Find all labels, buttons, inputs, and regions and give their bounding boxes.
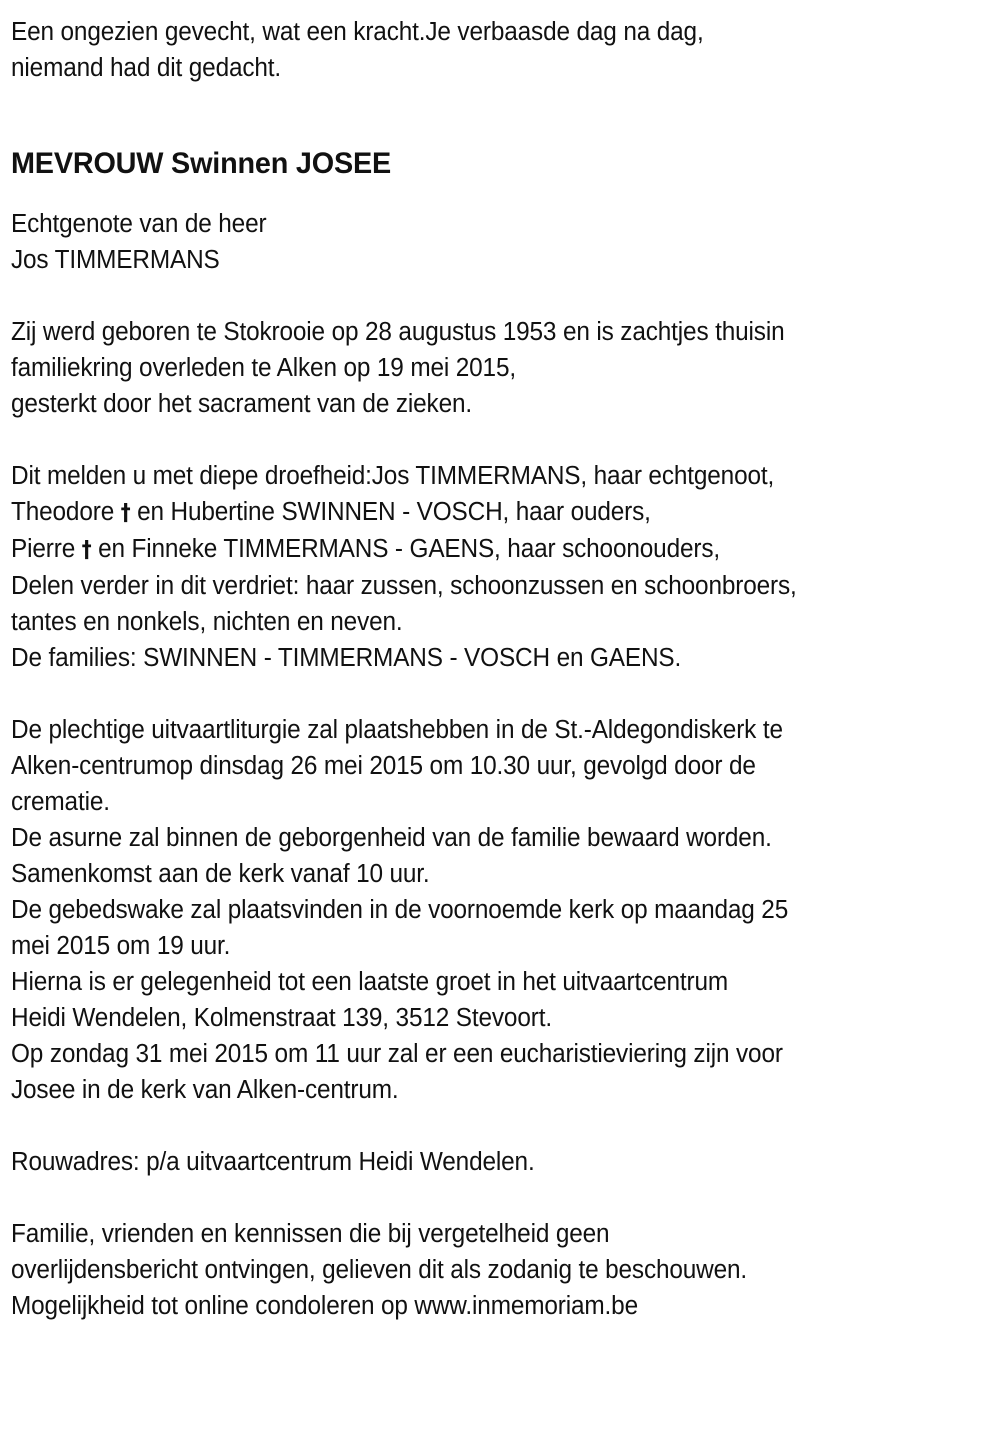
spacer (11, 86, 950, 122)
ceremony-line: Josee in de kerk van Alken-centrum. (11, 1076, 399, 1105)
spacer (11, 676, 950, 712)
poem-block (11, 14, 994, 86)
spacer (11, 278, 950, 314)
mourning-address-line: Rouwadres: p/a uitvaartcentrum Heidi Wendelen. (11, 1148, 535, 1177)
survivors-parents-line (11, 494, 950, 531)
ceremony-block (11, 712, 994, 1108)
spouse-block (11, 206, 994, 278)
birth-death-line: gesterkt door het sacrament van de zieken. (11, 390, 473, 419)
survivors-families-line: De families: SWINNEN - TIMMERMANS - VOSCH en GAENS. (11, 644, 682, 673)
survivors-extended-line: Delen verder in dit verdriet: haar zussen, schoonzussen en schoonbroers, (11, 572, 797, 601)
survivors-spouse-line: Dit melden u met diepe droefheid:Jos TIMMERMANS, haar echtgenoot, (11, 462, 775, 491)
poem-line: Een ongezien gevecht, wat een kracht.Je verbaasde dag na dag, (11, 18, 704, 46)
dagger-icon: † (81, 537, 92, 564)
ceremony-line: mei 2015 om 19 uur. (11, 932, 231, 961)
inlaws-father: Pierre (11, 535, 82, 564)
spacer (11, 422, 950, 458)
mourning-address-block (11, 1144, 994, 1180)
parents-rest: en Hubertine SWINNEN - VOSCH, haar ouders, (130, 498, 651, 527)
birth-death-line: familiekring overleden te Alken op 19 mei 2015, (11, 354, 516, 383)
spouse-name: Jos TIMMERMANS (11, 246, 220, 275)
parents-father: Theodore (11, 498, 121, 527)
ceremony-line: Op zondag 31 mei 2015 om 11 uur zal er een eucharistieviering zijn voor (11, 1040, 783, 1069)
ceremony-line: Heidi Wendelen, Kolmenstraat 139, 3512 Stevoort. (11, 1004, 552, 1033)
poem-line: niemand had dit gedacht. (11, 54, 282, 82)
spacer (11, 1108, 950, 1144)
ceremony-line: De plechtige uitvaartliturgie zal plaatshebben in de St.-Aldegondiskerk te (11, 716, 783, 745)
ceremony-line: Samenkomst aan de kerk vanaf 10 uur. (11, 860, 430, 889)
closing-line: Familie, vrienden en kennissen die bij vergetelheid geen (11, 1220, 610, 1249)
dagger-icon: † (120, 500, 131, 527)
ceremony-line: De gebedswake zal plaatsvinden in de voornoemde kerk op maandag 25 (11, 896, 789, 925)
page-title: MEVROUW Swinnen JOSEE (11, 147, 392, 181)
closing-line: overlijdensbericht ontvingen, gelieven dit als zodanig te beschouwen. (11, 1256, 748, 1285)
survivors-inlaws-line (11, 531, 950, 568)
ceremony-line: crematie. (11, 788, 110, 817)
birth-death-line: Zij werd geboren te Stokrooie op 28 augustus 1953 en is zachtjes thuisin (11, 318, 785, 347)
birth-death-block (11, 314, 994, 422)
ceremony-line: Alken-centrumop dinsdag 26 mei 2015 om 10.30 uur, gevolgd door de (11, 752, 756, 781)
survivors-extended-line: tantes en nonkels, nichten en neven. (11, 608, 403, 637)
survivors-block (11, 458, 994, 676)
ceremony-line: Hierna is er gelegenheid tot een laatste groet in het uitvaartcentrum (11, 968, 729, 997)
spacer (11, 1180, 950, 1216)
ceremony-line: De asurne zal binnen de geborgenheid van de familie bewaard worden. (11, 824, 772, 853)
condolence-line: Mogelijkheid tot online condoleren op www.inmemoriam.be (11, 1292, 638, 1321)
closing-block (11, 1216, 994, 1324)
inlaws-rest: en Finneke TIMMERMANS - GAENS, haar schoonouders, (91, 535, 720, 564)
spouse-label: Echtgenote van de heer (11, 210, 267, 239)
